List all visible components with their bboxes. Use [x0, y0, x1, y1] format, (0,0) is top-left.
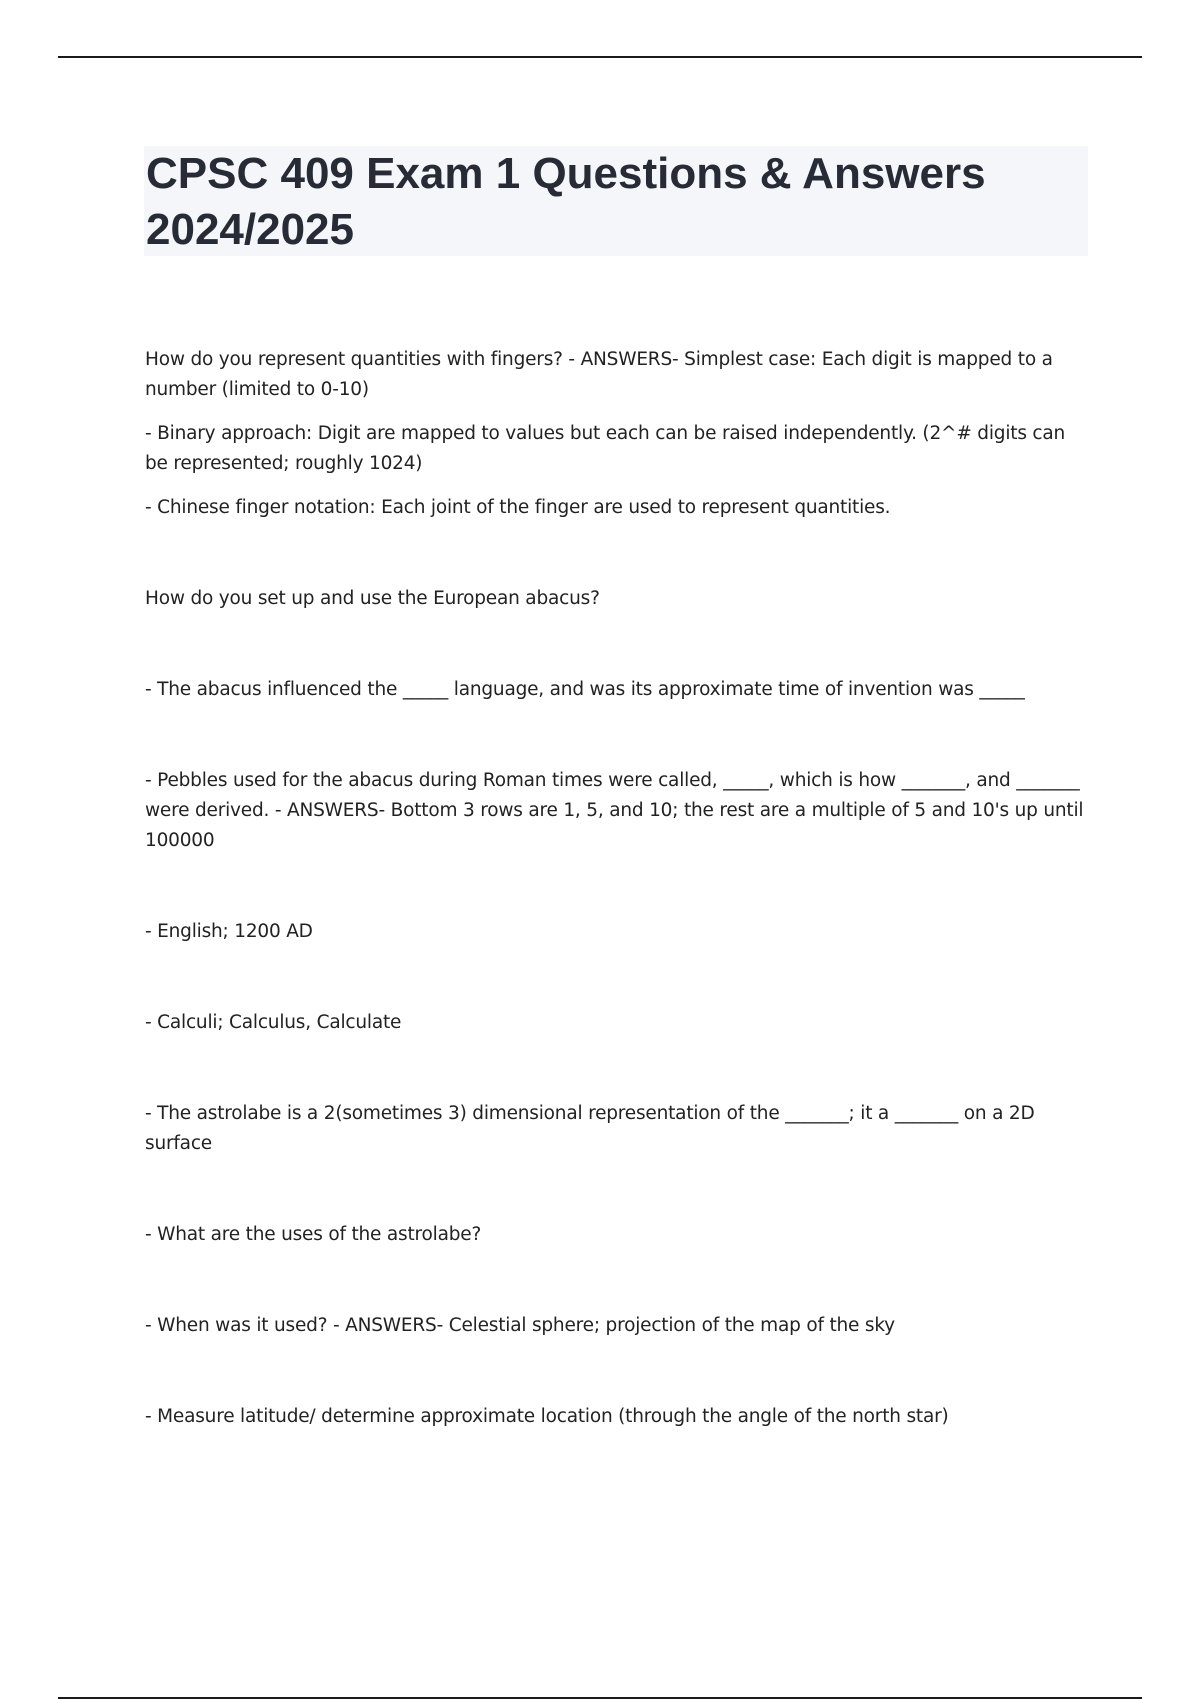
- paragraph-measure-latitude: - Measure latitude/ determine approximate location (through the angle of the north star): [145, 1406, 949, 1427]
- bottom-rule: [58, 1697, 1142, 1699]
- paragraph-fingers-question: How do you represent quantities with fingers? - ANSWERS- Simplest case: Each digit is mapped to a number (limited to 0-10): [145, 349, 1053, 400]
- paragraph-english-answer: - English; 1200 AD: [145, 921, 313, 942]
- paragraph-chinese-notation: - Chinese finger notation: Each joint of the finger are used to represent quantities.: [145, 497, 891, 518]
- paragraph-binary-approach: - Binary approach: Digit are mapped to values but each can be raised independently. (2^# digits can be represented; roughly 1024): [145, 423, 1066, 474]
- paragraph-calculi-answer: - Calculi; Calculus, Calculate: [145, 1012, 402, 1033]
- top-rule: [58, 56, 1142, 58]
- paragraph-abacus-question: How do you set up and use the European abacus?: [145, 588, 600, 609]
- paragraph-astrolabe: - The astrolabe is a 2(sometimes 3) dimensional representation of the _______; it a _______ on a 2D surface: [145, 1103, 1035, 1154]
- document-body: [145, 345, 1085, 1432]
- page-title: CPSC 409 Exam 1 Questions & Answers 2024/2025: [146, 149, 986, 254]
- paragraph-when-used: - When was it used? - ANSWERS- Celestial sphere; projection of the map of the sky: [145, 1315, 895, 1336]
- paragraph-astrolabe-uses: - What are the uses of the astrolabe?: [145, 1224, 482, 1245]
- title-block: [144, 146, 1088, 256]
- paragraph-pebbles: - Pebbles used for the abacus during Roman times were called, _____, which is how _______, and _______ were derived. - ANSWERS- Bottom 3 rows are 1, 5, and 10; the rest are a multiple of 5 and 10's up until 100000: [145, 770, 1084, 851]
- paragraph-abacus-language: - The abacus influenced the _____ language, and was its approximate time of invention was _____: [145, 679, 1025, 700]
